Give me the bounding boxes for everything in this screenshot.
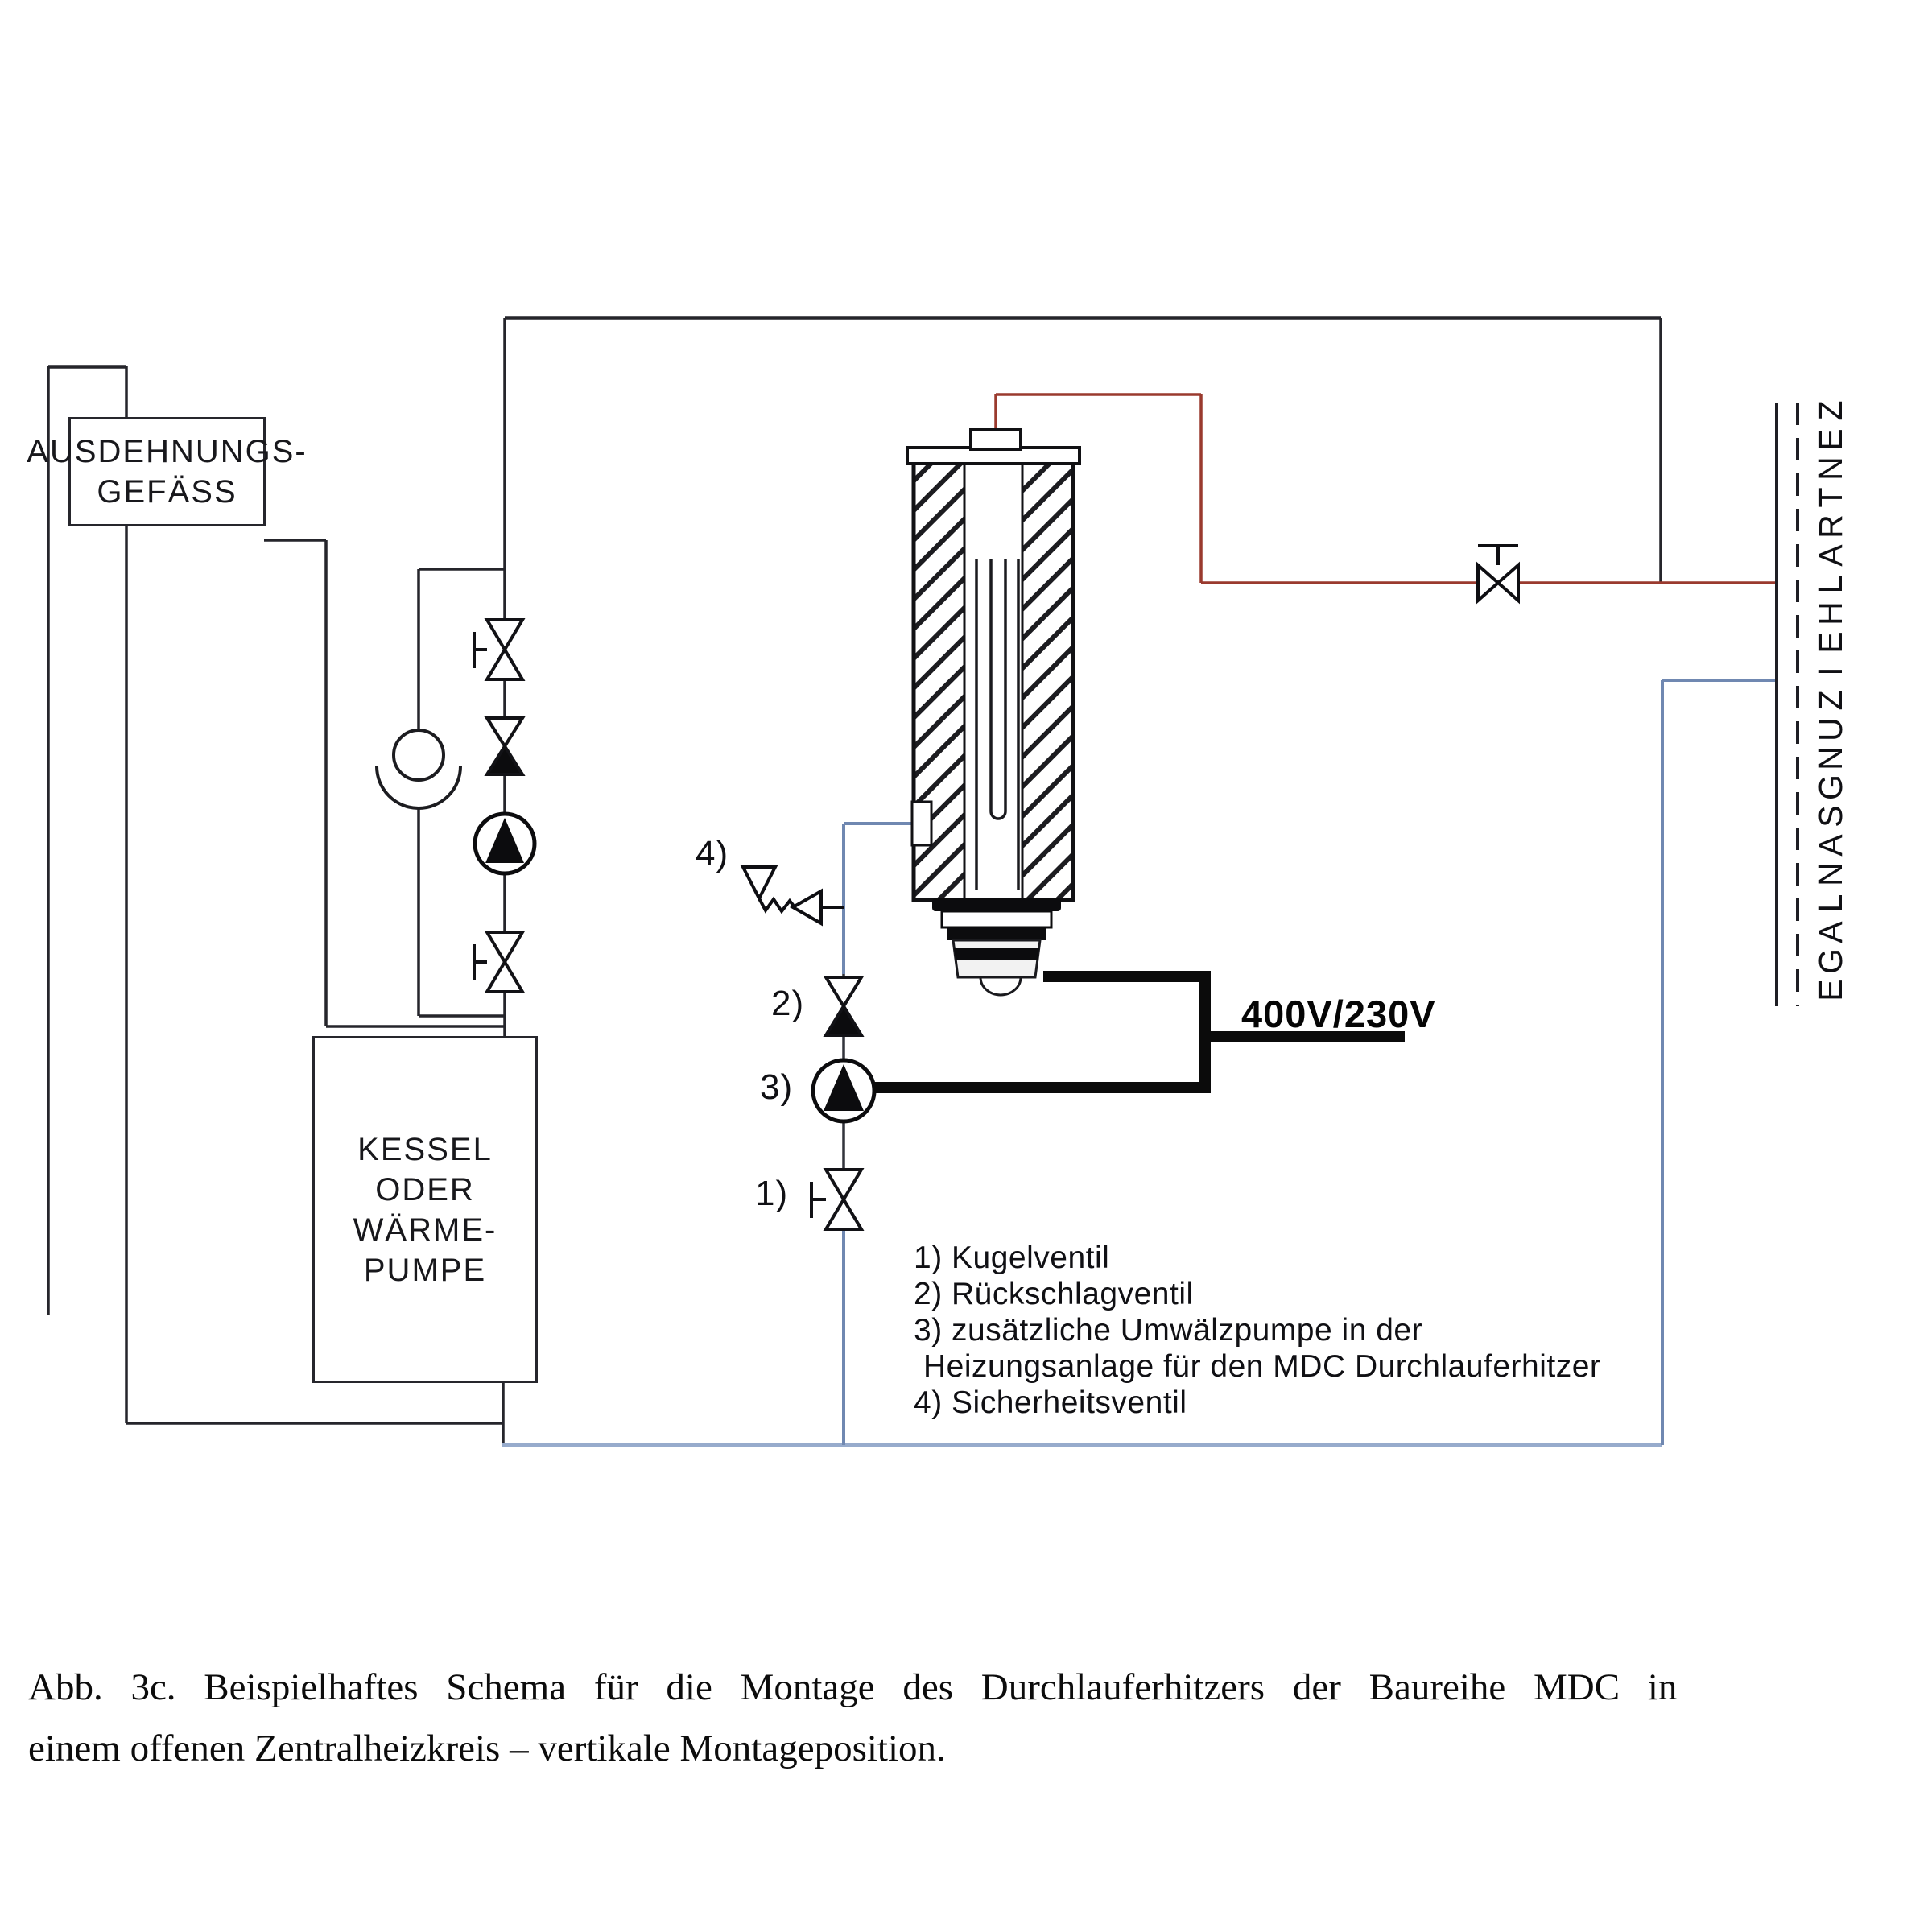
pump-upper-icon bbox=[475, 814, 535, 873]
central-heating-label-letter: N bbox=[1812, 746, 1849, 770]
central-heating-label bbox=[1809, 396, 1852, 1005]
heater-body bbox=[907, 430, 1080, 900]
central-heating-label-letter: G bbox=[1812, 774, 1849, 800]
central-heating-label-letter: S bbox=[1812, 805, 1849, 828]
bypass-pipe bbox=[419, 569, 505, 1016]
safety-valve-icon bbox=[743, 867, 844, 923]
callout-1: 1) bbox=[755, 1174, 789, 1213]
legend-item-3-continued: Heizungsanlage für den MDC Durchlauferhitzer bbox=[923, 1349, 1601, 1384]
expansion-vessel-label-line2: GEFÄSS bbox=[97, 474, 237, 510]
gate-valve-icon bbox=[1478, 546, 1518, 601]
central-heating-label-letter: N bbox=[1812, 862, 1849, 886]
boiler-label-line3: WÄRME- bbox=[353, 1212, 497, 1248]
voltage-label: 400V/230V bbox=[1241, 993, 1436, 1035]
ball-valve-upper-icon bbox=[474, 620, 522, 679]
caption-line2: einem offenen Zentralheizkreis – vertikale Montageposition. bbox=[28, 1728, 946, 1769]
heater-plug bbox=[932, 898, 1061, 995]
central-heating-label-letter: A bbox=[1812, 921, 1849, 943]
central-heating-label-letter: E bbox=[1812, 428, 1849, 451]
callout-4: 4) bbox=[696, 834, 729, 873]
central-heating-label-letter: L bbox=[1812, 894, 1849, 913]
central-heating-label-letter: T bbox=[1812, 487, 1849, 508]
central-heating-label-letter: E bbox=[1812, 979, 1849, 1001]
central-heating-label-letter: Z bbox=[1812, 400, 1849, 421]
boiler-label-line4: PUMPE bbox=[363, 1252, 487, 1288]
central-heating-label-letter: N bbox=[1812, 456, 1849, 481]
callout-3: 3) bbox=[760, 1067, 794, 1107]
caption-line1: Abb. 3c. Beispielhaftes Schema für die Montage des Durchlauferhitzers der Baureihe MDC in bbox=[28, 1666, 1678, 1708]
central-heating-label-letter: I bbox=[1812, 667, 1849, 676]
gauge-icon bbox=[377, 730, 460, 808]
central-heating-label-letter: R bbox=[1812, 514, 1849, 539]
central-heating-label-letter: A bbox=[1812, 834, 1849, 857]
boiler-label-line1: KESSEL bbox=[357, 1131, 493, 1167]
central-heating-label-letter: G bbox=[1812, 948, 1849, 974]
central-heating-label-letter: A bbox=[1812, 544, 1849, 567]
figure-caption bbox=[28, 1657, 1908, 1779]
expansion-connector-pipe bbox=[264, 540, 505, 1026]
central-heating-label-letter: H bbox=[1812, 601, 1849, 625]
central-heating-label-letter: L bbox=[1812, 575, 1849, 594]
expansion-vessel-label-line1: AUSDEHNUNGS- bbox=[27, 434, 308, 469]
boiler-label-line2: ODER bbox=[375, 1171, 475, 1208]
legend-item-2: 2) Rückschlagventil bbox=[914, 1277, 1194, 1311]
legend-item-3: 3) zusätzliche Umwälzpumpe in der bbox=[914, 1313, 1423, 1348]
legend bbox=[914, 1240, 1600, 1421]
legend-item-1: 1) Kugelventil bbox=[914, 1241, 1110, 1275]
ball-valve-1-icon bbox=[811, 1170, 861, 1229]
central-heating-label-letter: U bbox=[1812, 717, 1849, 741]
legend-item-4: 4) Sicherheitsventil bbox=[914, 1385, 1187, 1420]
check-valve-upper-icon bbox=[487, 718, 522, 774]
expansion-vessel-box bbox=[27, 417, 308, 526]
pump-3-icon bbox=[813, 1060, 874, 1121]
boiler-box bbox=[312, 1036, 538, 1383]
ball-valve-lower-icon bbox=[474, 932, 522, 992]
check-valve-2-icon bbox=[826, 977, 861, 1035]
central-heating-label-letter: E bbox=[1812, 631, 1849, 654]
boiler-supply-pipe bbox=[505, 318, 1661, 1038]
central-heating-label-letter: Z bbox=[1812, 690, 1849, 711]
callout-2: 2) bbox=[771, 984, 805, 1023]
